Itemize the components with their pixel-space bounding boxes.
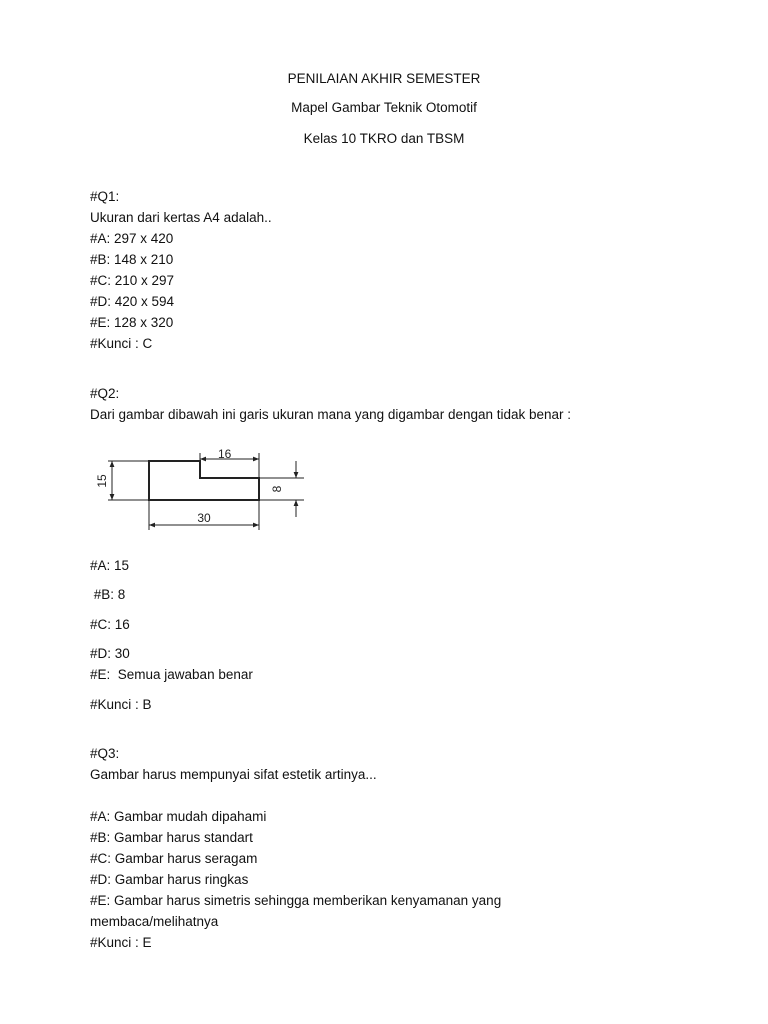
q3-key: #Kunci : E xyxy=(90,935,152,950)
dimension-drawing xyxy=(90,447,312,532)
part-outline xyxy=(149,461,259,500)
q1-key: #Kunci : C xyxy=(90,336,153,351)
dim-label-right: 8 xyxy=(270,485,284,493)
dim-label-top: 16 xyxy=(218,447,232,461)
q2-option-a: #A: 15 xyxy=(90,558,130,573)
q1-option-e: #E: 128 x 320 xyxy=(90,315,174,330)
q2-option-c: #C: 16 xyxy=(90,617,130,632)
q1-option-d: #D: 420 x 594 xyxy=(90,294,175,309)
q1-question: Ukuran dari kertas A4 adalah.. xyxy=(90,210,272,225)
q1-option-b: #B: 148 x 210 xyxy=(90,252,174,267)
q1-option-c: #C: 210 x 297 xyxy=(90,273,175,288)
q3-option-e-continued: membaca/melihatnya xyxy=(90,914,219,929)
q3-label: #Q3: xyxy=(90,746,120,761)
q3-option-e: #E: Gambar harus simetris sehingga memberikan kenyamanan yang xyxy=(90,893,502,908)
q3-option-b: #B: Gambar harus standart xyxy=(90,830,253,845)
class-line: Kelas 10 TKRO dan TBSM xyxy=(303,131,465,146)
subject-line: Mapel Gambar Teknik Otomotif xyxy=(291,100,477,115)
dim-label-left: 15 xyxy=(95,474,109,488)
q3-option-a: #A: Gambar mudah dipahami xyxy=(90,809,267,824)
q2-label: #Q2: xyxy=(90,386,120,401)
q2-key: #Kunci : B xyxy=(90,697,152,712)
q2-option-e: #E: Semua jawaban benar xyxy=(90,667,253,682)
q2-question: Dari gambar dibawah ini garis ukuran mana yang digambar dengan tidak benar : xyxy=(90,407,572,422)
q3-option-d: #D: Gambar harus ringkas xyxy=(90,872,249,887)
q1-label: #Q1: xyxy=(90,189,120,204)
dim-label-bottom: 30 xyxy=(197,511,211,525)
document-title: PENILAIAN AKHIR SEMESTER xyxy=(287,71,481,86)
q3-option-c: #C: Gambar harus seragam xyxy=(90,851,258,866)
dimension-drawing-figure xyxy=(90,447,312,532)
q2-option-b: #B: 8 xyxy=(90,587,126,602)
q1-option-a: #A: 297 x 420 xyxy=(90,231,174,246)
q3-question: Gambar harus mempunyai sifat estetik artinya... xyxy=(90,767,377,782)
q2-option-d: #D: 30 xyxy=(90,646,130,661)
